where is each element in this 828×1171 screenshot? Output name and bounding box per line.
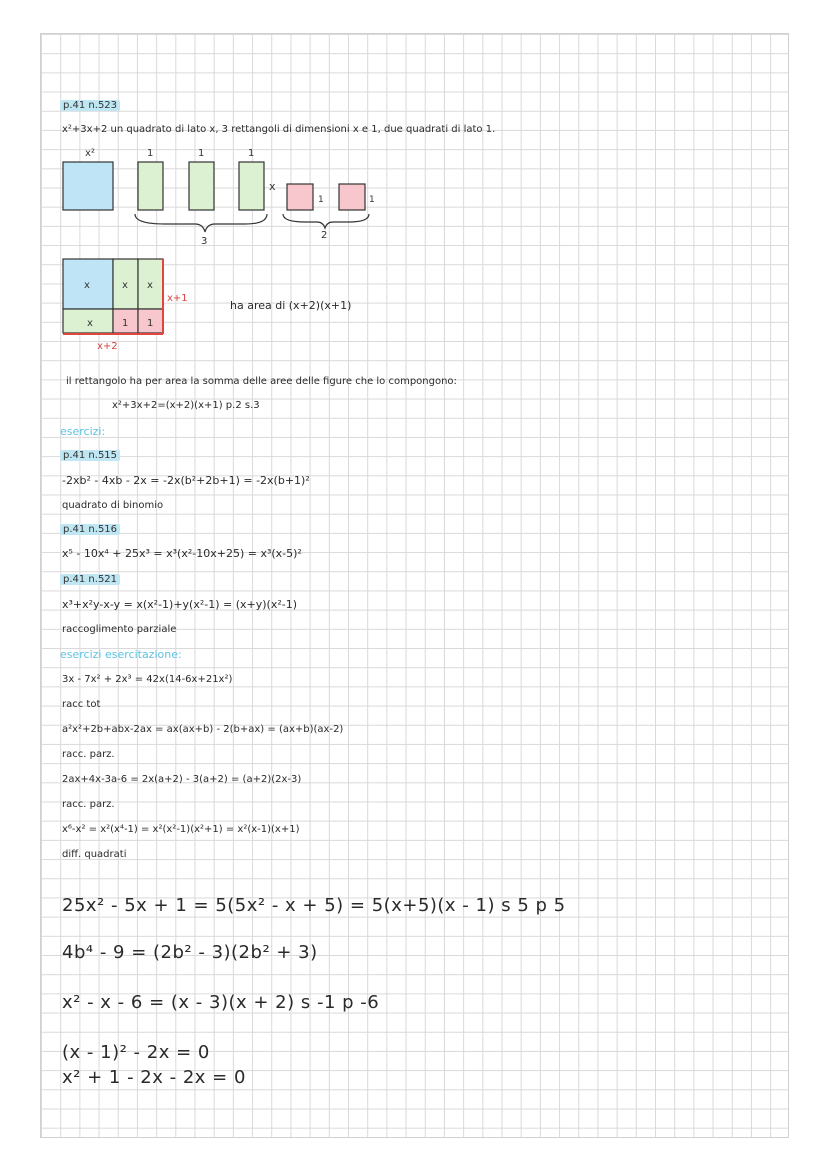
unit-label-1: 1: [318, 195, 324, 205]
ex3-note: raccoglimento parziale: [62, 624, 177, 635]
brace-three-label: 3: [201, 236, 208, 247]
big-eq-2: 4b⁴ - 9 = (2b² - 3)(2b² + 3): [62, 942, 318, 963]
cell-bottom-2: 1: [122, 318, 129, 329]
ex2-eq: x⁵ - 10x⁴ + 25x³ = x³(x²-10x+25) = x³(x-5)²: [62, 547, 302, 560]
big-eq-3: x² - x - 6 = (x - 3)(x + 2) s -1 p -6: [62, 992, 380, 1013]
cell-top-1: x: [84, 280, 90, 291]
square-label: x²: [85, 148, 95, 159]
brace-two: [283, 214, 369, 228]
big-square-tile: [63, 162, 113, 210]
unit-label-2: 1: [369, 195, 375, 205]
e3-note: racc. parz.: [62, 799, 115, 810]
e1-note: racc tot: [62, 699, 101, 710]
big-eq-5: x² + 1 - 2x - 2x = 0: [62, 1067, 246, 1088]
e2-note: racc. parz.: [62, 749, 115, 760]
e1-eq: 3x - 7x² + 2x³ = 42x(14-6x+21x²): [62, 674, 233, 685]
cell-top-3: x: [147, 280, 153, 291]
unit-tile-1: [287, 184, 313, 210]
rect-tile-1: [138, 162, 163, 210]
ex1-eq: -2xb² - 4xb - 2x = -2x(b²+2b+1) = -2x(b+1)²: [62, 474, 310, 487]
intro-text: x²+3x+2 un quadrato di lato x, 3 rettangoli di dimensioni x e 1, due quadrati di lato 1.: [62, 124, 496, 135]
rect-label-3: 1: [248, 148, 255, 159]
e2-eq: a²x²+2b+abx-2ax = ax(ax+b) - 2(b+ax) = (ax+b)(ax-2): [62, 724, 344, 735]
side-label: x+1: [167, 293, 188, 304]
unit-tile-2: [339, 184, 365, 210]
ex3-eq: x³+x²y-x-y = x(x²-1)+y(x²-1) = (x+y)(x²-1): [62, 598, 298, 611]
bottom-label: x+2: [97, 341, 118, 352]
big-eq-4: (x - 1)² - 2x = 0: [62, 1042, 210, 1063]
rectangle-figure: [55, 255, 255, 355]
brace-two-label: 2: [321, 230, 328, 241]
brace-three: [135, 214, 267, 232]
summary-text: il rettangolo ha per area la somma delle aree delle figure che lo compongono:: [66, 376, 457, 387]
area-text: ha area di (x+2)(x+1): [230, 299, 352, 312]
x-label: x: [269, 180, 276, 193]
rect-tile-3: [239, 162, 264, 210]
rect-label-1: 1: [147, 148, 154, 159]
ex1-note: quadrato di binomio: [62, 500, 164, 511]
e4-eq: x⁶-x² = x²(x⁴-1) = x²(x²-1)(x²+1) = x²(x-1)(x+1): [62, 824, 300, 835]
page-title: p.41 n.523: [60, 100, 120, 111]
big-eq-1: 25x² - 5x + 1 = 5(5x² - x + 5) = 5(x+5)(x - 1) s 5 p 5: [62, 895, 566, 916]
e3-eq: 2ax+4x-3a-6 = 2x(a+2) - 3(a+2) = (a+2)(2x-3): [62, 774, 302, 785]
cell-bottom-3: 1: [147, 318, 154, 329]
formula-1: x²+3x+2=(x+2)(x+1) p.2 s.3: [112, 400, 260, 411]
cell-bottom-1: x: [87, 318, 93, 329]
cell-top-2: x: [122, 280, 128, 291]
rect-tile-2: [189, 162, 214, 210]
section-esercitazione: esercizi esercitazione:: [60, 648, 182, 661]
rect-label-2: 1: [198, 148, 205, 159]
section-esercizi: esercizi:: [60, 425, 106, 438]
ex3-tag: p.41 n.521: [60, 574, 120, 585]
ex2-tag: p.41 n.516: [60, 524, 120, 535]
tiles-figure: [55, 140, 395, 250]
e4-note: diff. quadrati: [62, 849, 127, 860]
ex1-tag: p.41 n.515: [60, 450, 120, 461]
